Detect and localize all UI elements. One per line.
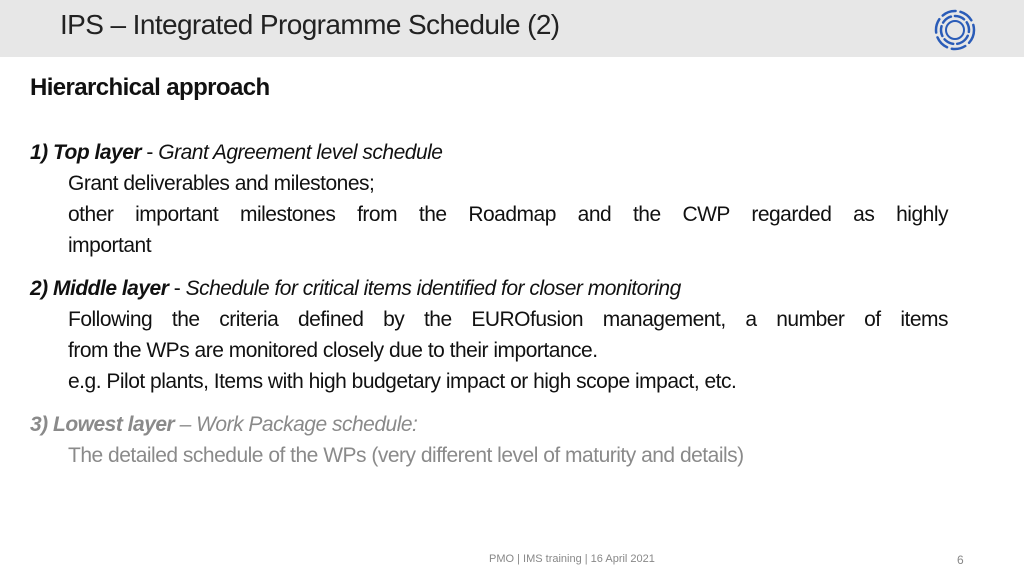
eurofusion-logo-icon (933, 8, 977, 52)
text-line: other important milestones from the Roadmap and the CWP regarded as highly (68, 203, 948, 226)
text-line: e.g. Pilot plants, Items with high budgetary impact or high scope impact, etc. (68, 370, 737, 393)
lowest-layer-heading: 3) Lowest layer – Work Package schedule: (30, 413, 418, 436)
slide-title: IPS – Integrated Programme Schedule (2) (60, 9, 560, 40)
text-line: from the WPs are monitored closely due to their importance. (68, 339, 598, 362)
slide-header (0, 0, 1024, 57)
text-line: important (68, 234, 152, 257)
section-heading: Hierarchical approach (30, 74, 270, 101)
top-layer-heading: 1) Top layer - Grant Agreement level schedule (30, 141, 443, 164)
text-line: Grant deliverables and milestones; (68, 172, 375, 195)
text-line: Following the criteria defined by the EUROfusion management, a number of items (68, 308, 948, 331)
middle-layer-heading: 2) Middle layer - Schedule for critical items identified for closer monitoring (30, 277, 681, 300)
footer-text: PMO | IMS training | 16 April 2021 (489, 553, 655, 565)
text-line: The detailed schedule of the WPs (very different level of maturity and details) (68, 444, 744, 467)
page-number: 6 (957, 553, 964, 567)
